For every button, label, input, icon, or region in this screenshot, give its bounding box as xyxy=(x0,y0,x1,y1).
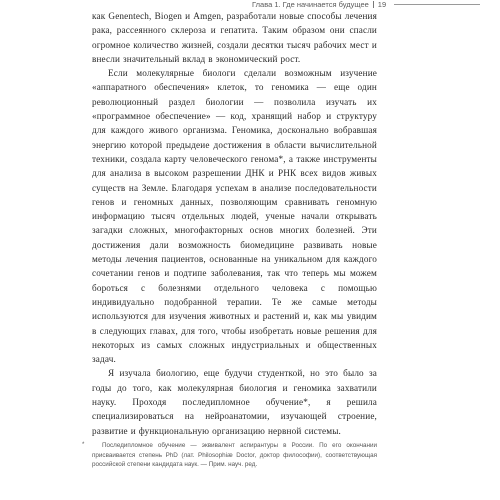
chapter-title: Глава 1. Где начинается будущее xyxy=(252,0,369,9)
header-rule xyxy=(394,4,480,5)
paragraph-1: как Genentech, Biogen и Amgen, разработали новые способы лечения рака, рассеянного склероза и гепатита. Таким образом они спасли огромное количество жизней, создали десятки тысяч рабочих мест и внесли значительный вклад в экономический рост. xyxy=(92,11,377,64)
body-text xyxy=(92,9,377,438)
paragraph-2: Если молекулярные биологи сделали возможным изучение «аппаратного обеспечения» клеток, то геномика — еще один революционный раздел биологии — позволила изучать их «программное обеспечение» — код, хранящий набор и структуру для каждого живого организма. Геномика, досконально вобравшая энергию которой предыдеие достижения в области вычислительной техники, создала карту человеческого генома*, а также инструменты для анализа в высоком разрешении ДНК и РНК всех видов живых существ на Земле. Благодаря успехам в анализе последовательности генов и геномных данных, позволяющим сравнивать геномную информацию тысяч отдельных людей, ученые начали открывать загадки сложных, многофакторных основ многих болезней. Эти достижения дали возможность биомедицине развивать новые методы лечения пациентов, основанные на уникальном для каждого сочетании генов и подтипе заболевания, так что теперь мы можем бороться с болезнями отдельного человека с помощью индивидуально подобранной терапии. Те же самые методы используются для изучения животных и растений и, как мы увидим в следующих главах, для того, чтобы изобретать новые решения для некоторых из самых сложных индустриальных и общественных задач. xyxy=(92,68,377,365)
paragraph-3: Я изучала биологию, еще будучи студенткой, но это было за годы до того, как молекулярная биология и геномика захватили науку. Проходя последипломное обучение*, я решила специализироваться на нейроанатомии, изучающей строение, развитие и функциональную организацию нервной системы. xyxy=(92,368,377,436)
footnote-text: Последипломное обучение — эквивалент аспирантуры в России. По его окончании присваивается степень PhD (лат. Philosophiæ Doctor, доктор философии), соответствующая российской степени кандидата наук. — Прим. науч. ред. xyxy=(92,442,377,469)
footnote-marker: * xyxy=(82,442,85,448)
page-number: 19 xyxy=(377,0,387,9)
footnote xyxy=(82,441,377,470)
header-separator xyxy=(373,1,374,8)
